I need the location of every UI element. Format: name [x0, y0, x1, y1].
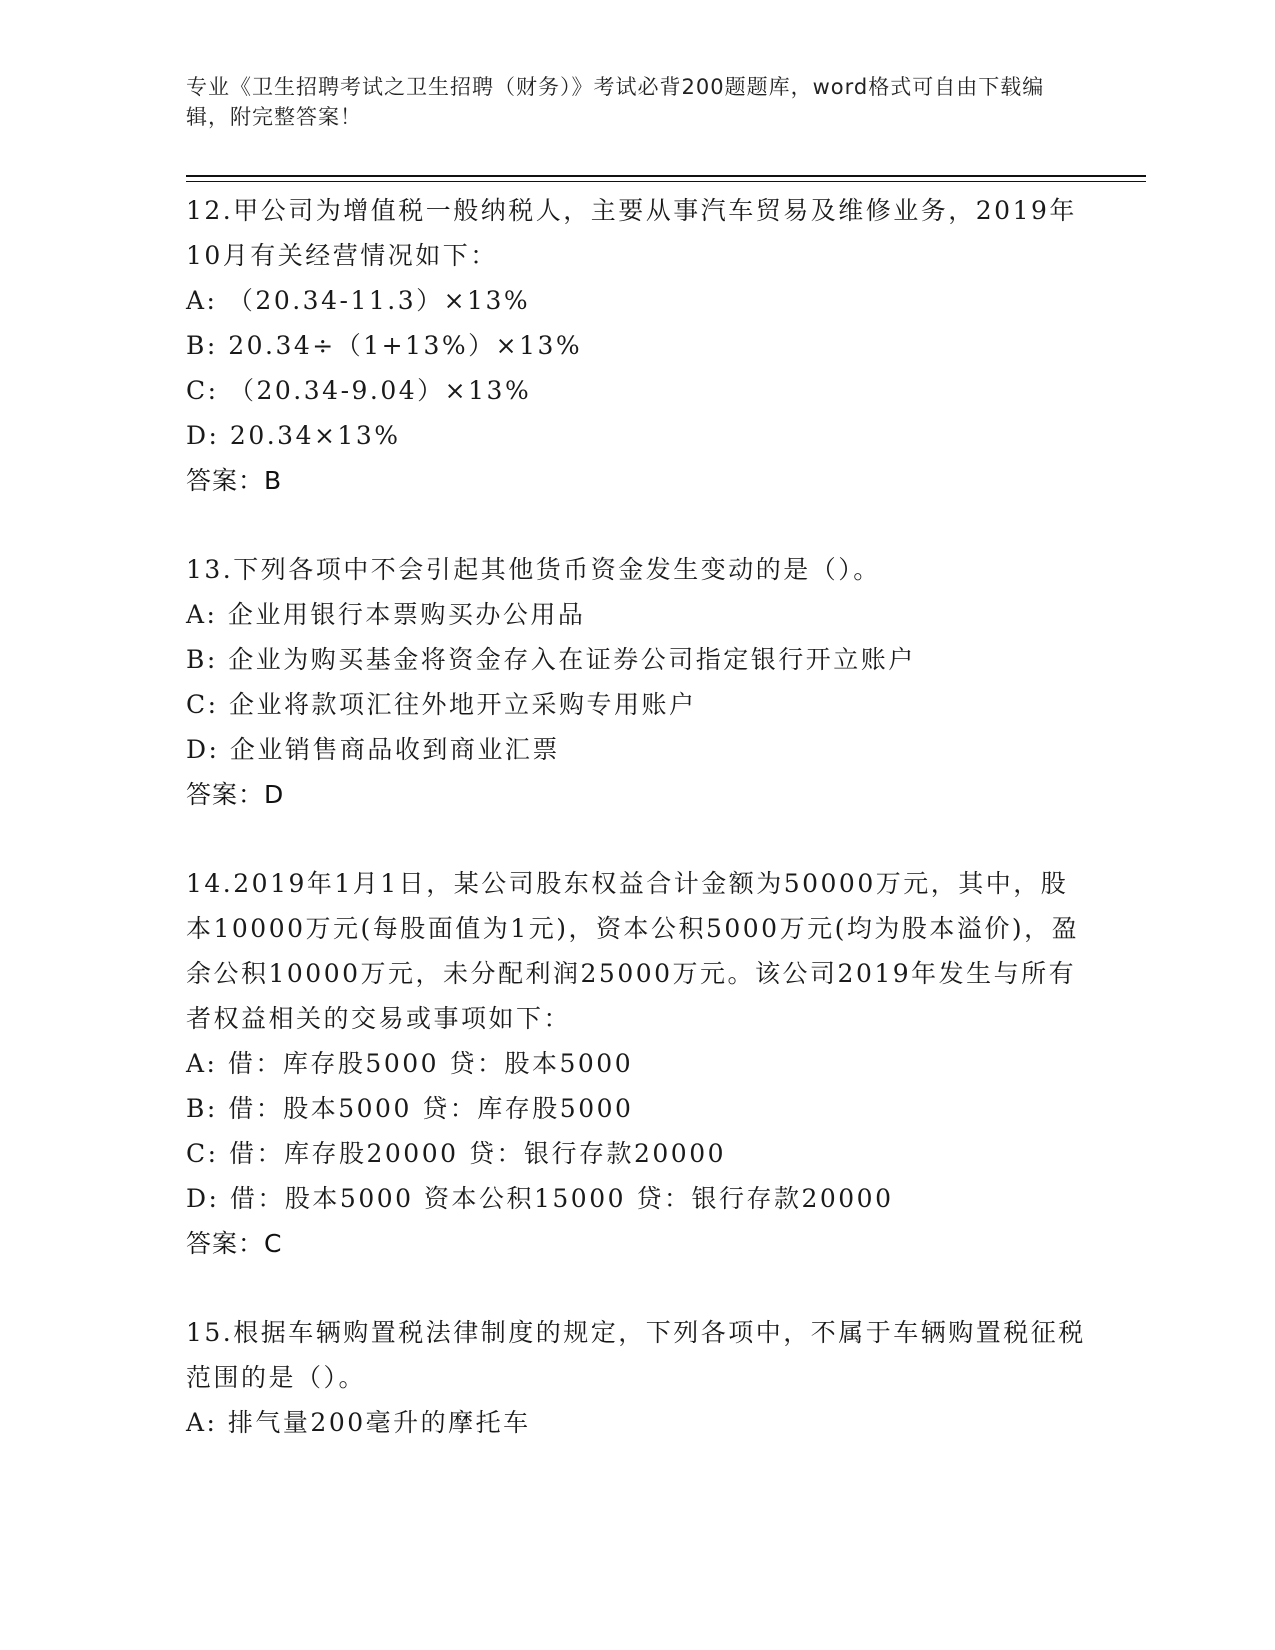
option-c: C: （20.34-9.04）×13%: [186, 376, 532, 405]
option-a: A: （20.34-11.3）×13%: [186, 286, 531, 315]
answer-line: 答案：B: [186, 466, 283, 495]
option-a: A: 借：库存股5000 贷：股本5000: [186, 1049, 634, 1078]
option-a: A: 排气量200毫升的摩托车: [186, 1408, 531, 1437]
question-13: [186, 547, 1086, 817]
document-header: 专业《卫生招聘考试之卫生招聘（财务）》考试必背200题题库，word格式可自由下载编辑，附完整答案！: [186, 75, 1045, 129]
question-12: [186, 188, 1086, 503]
answer-line: 答案：C: [186, 1229, 283, 1258]
option-b: B: 20.34÷（1+13%）×13%: [186, 331, 583, 360]
header-divider-thick: [186, 175, 1146, 177]
header-divider-thin: [186, 181, 1146, 182]
option-a: A: 企业用银行本票购买办公用品: [186, 600, 586, 629]
option-d: D: 企业销售商品收到商业汇票: [186, 735, 560, 764]
question-14: [186, 861, 1086, 1266]
option-d: D: 借：股本5000 资本公积15000 贷：银行存款20000: [186, 1184, 894, 1213]
option-c: C: 借：库存股20000 贷：银行存款20000: [186, 1139, 727, 1168]
option-c: C: 企业将款项汇往外地开立采购专用账户: [186, 690, 697, 719]
question-stem: 15.根据车辆购置税法律制度的规定，下列各项中，不属于车辆购置税征税范围的是（）。: [186, 1318, 1086, 1392]
question-15: [186, 1310, 1086, 1445]
question-stem: 12.甲公司为增值税一般纳税人，主要从事汽车贸易及维修业务，2019年10月有关经营情况如下：: [186, 196, 1077, 270]
option-b: B: 借：股本5000 贷：库存股5000: [186, 1094, 634, 1123]
question-stem: 13.下列各项中不会引起其他货币资金发生变动的是（）。: [186, 555, 881, 584]
answer-line: 答案：D: [186, 780, 285, 809]
question-stem: 14.2019年1月1日，某公司股东权益合计金额为50000万元，其中，股本10000万元(每股面值为1元)，资本公积5000万元(均为股本溢价)，盈余公积10000万元，未分配利润25000万元。该公司2019年发生与所有者权益相关的交易或事项如下：: [186, 869, 1080, 1033]
option-b: B: 企业为购买基金将资金存入在证券公司指定银行开立账户: [186, 645, 916, 674]
option-d: D: 20.34×13%: [186, 421, 401, 450]
question-list: [186, 188, 1086, 1489]
